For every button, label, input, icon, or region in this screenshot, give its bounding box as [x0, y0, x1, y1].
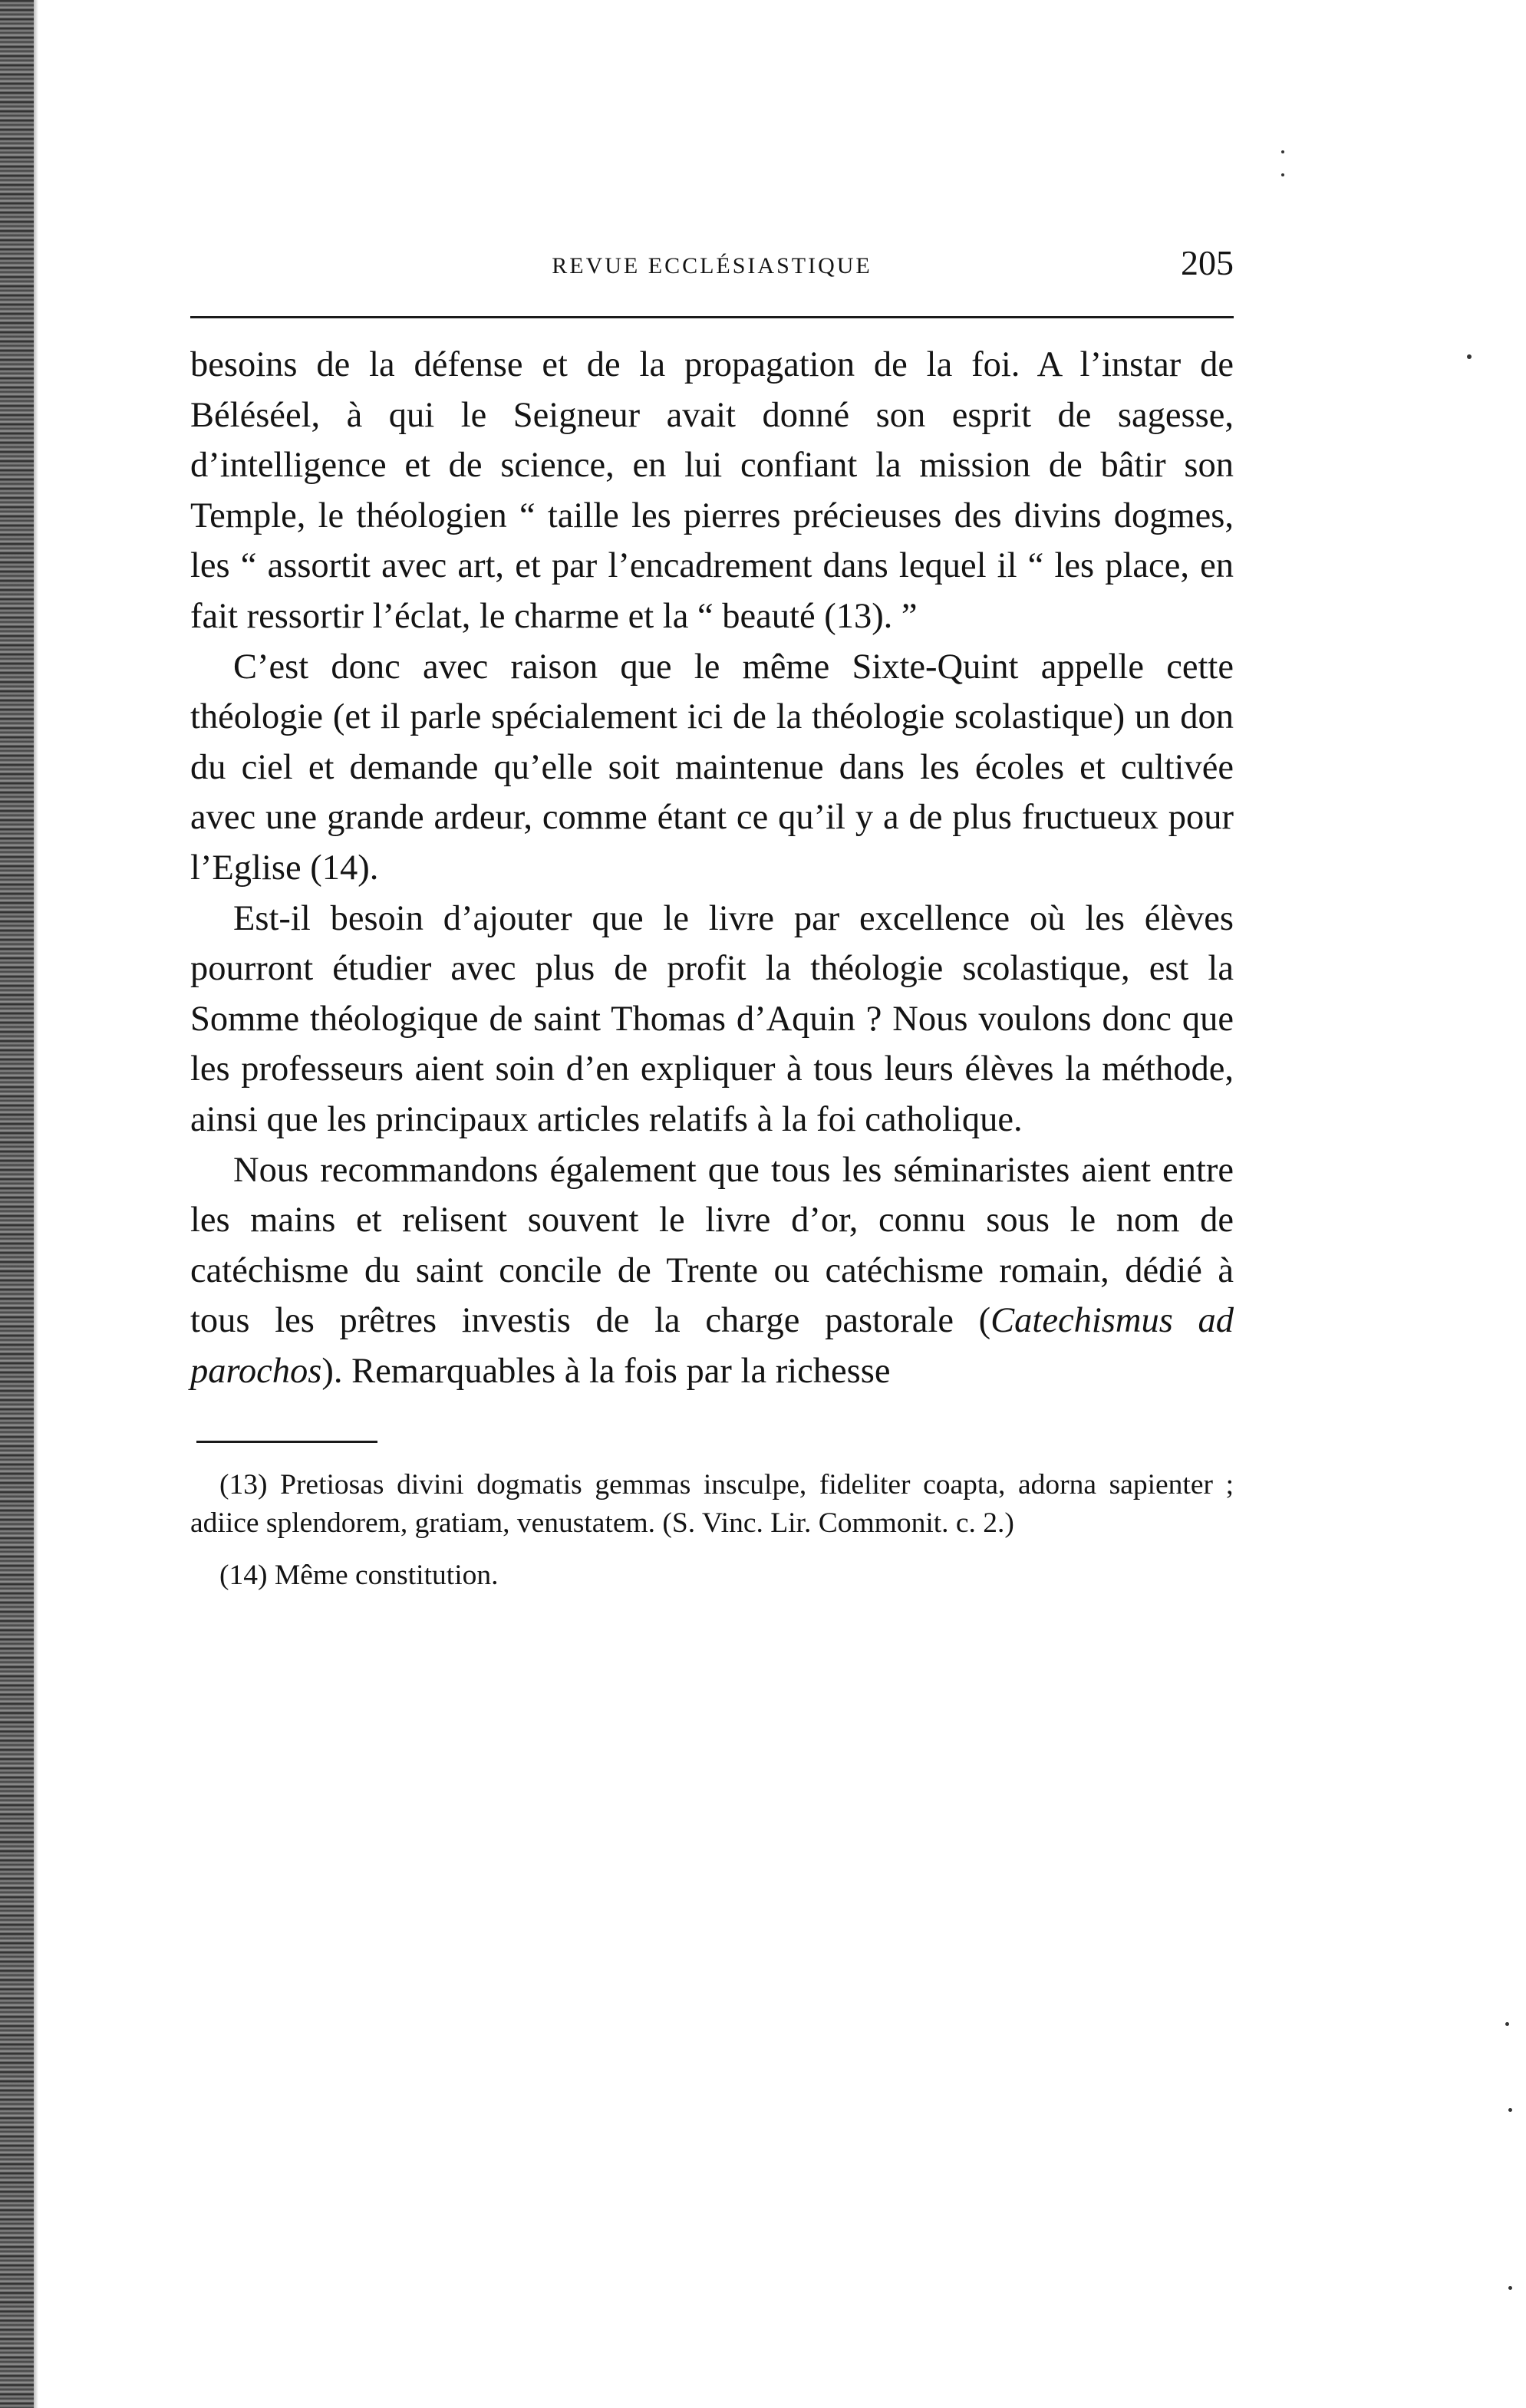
scan-speck	[1508, 2286, 1512, 2290]
book-page	[190, 230, 1234, 1595]
scan-speck	[1505, 2022, 1509, 2026]
body-text	[190, 340, 1234, 1396]
paragraph-4-italic-title: Catechismus ad parochos	[190, 1301, 1234, 1391]
footnotes	[190, 1466, 1234, 1595]
paragraph-3: Est-il besoin d’ajouter que le livre par excellence où les élèves pourront étudier avec plus de profit la théologie scolastique, est la Somme théologique de saint Thomas d’Aquin ? Nous voulons donc que les professeurs aient soin d’en expliquer à tous leurs élèves la méthode, ainsi que les principaux articles relatifs à la foi catholique.	[190, 898, 1234, 1139]
footnote-rule	[196, 1441, 377, 1443]
scan-speck	[1467, 354, 1472, 359]
paragraph-1: besoins de la défense et de la propagation de la foi. A l’instar de Béléséel, à qui le Seigneur avait donné son esprit de sagesse, d’intelligence et de science, en lui confiant la mission de bâtir son Temple, le théologien “ taille les pierres précieuses des divins dogmes, les “ assortit avec art, et par l’encadrement dans lequel il “ les place, en fait ressortir l’éclat, le charme et la “ beauté (13). ”	[190, 345, 1234, 636]
paragraph-4-continuation: ). Remarquables à la fois par la richesse	[321, 1351, 891, 1391]
footnote-13: (13) Pretiosas divini dogmatis gemmas insculpe, fideliter coapta, adorna sapienter ; adiice splendorem, gratiam, venustatem. (S. Vinc. Lir. Commonit. c. 2.)	[190, 1469, 1234, 1540]
scan-speck	[1281, 173, 1284, 176]
paragraph-4	[190, 1145, 1234, 1397]
running-title: REVUE ECCLÉSIASTIQUE	[552, 253, 872, 278]
header-rule	[190, 316, 1234, 318]
paragraph-4-text: Nous recommandons également que tous les séminaristes aient entre les mains et relisent souvent le livre d’or, connu sous le nom de catéchisme du saint concile de Trente ou catéchisme romain, dédié à tous les prêtres investis de la charge pastorale (	[190, 1150, 1234, 1341]
page-number: 205	[1181, 243, 1234, 282]
running-header	[190, 230, 1234, 292]
paragraph-2: C’est donc avec raison que le même Sixte-Quint appelle cette théologie (et il parle spécialement ici de la théologie scolastique) un don du ciel et demande qu’elle soit maintenue dans les écoles et cultivée avec une grande ardeur, comme étant ce qu’il y a de plus fructueux pour l’Eglise (14).	[190, 647, 1234, 888]
scan-speck	[1281, 150, 1284, 153]
binding-edge	[0, 0, 34, 2408]
footnote-14: (14) Même constitution.	[219, 1560, 499, 1592]
scan-speck	[1508, 2108, 1512, 2112]
